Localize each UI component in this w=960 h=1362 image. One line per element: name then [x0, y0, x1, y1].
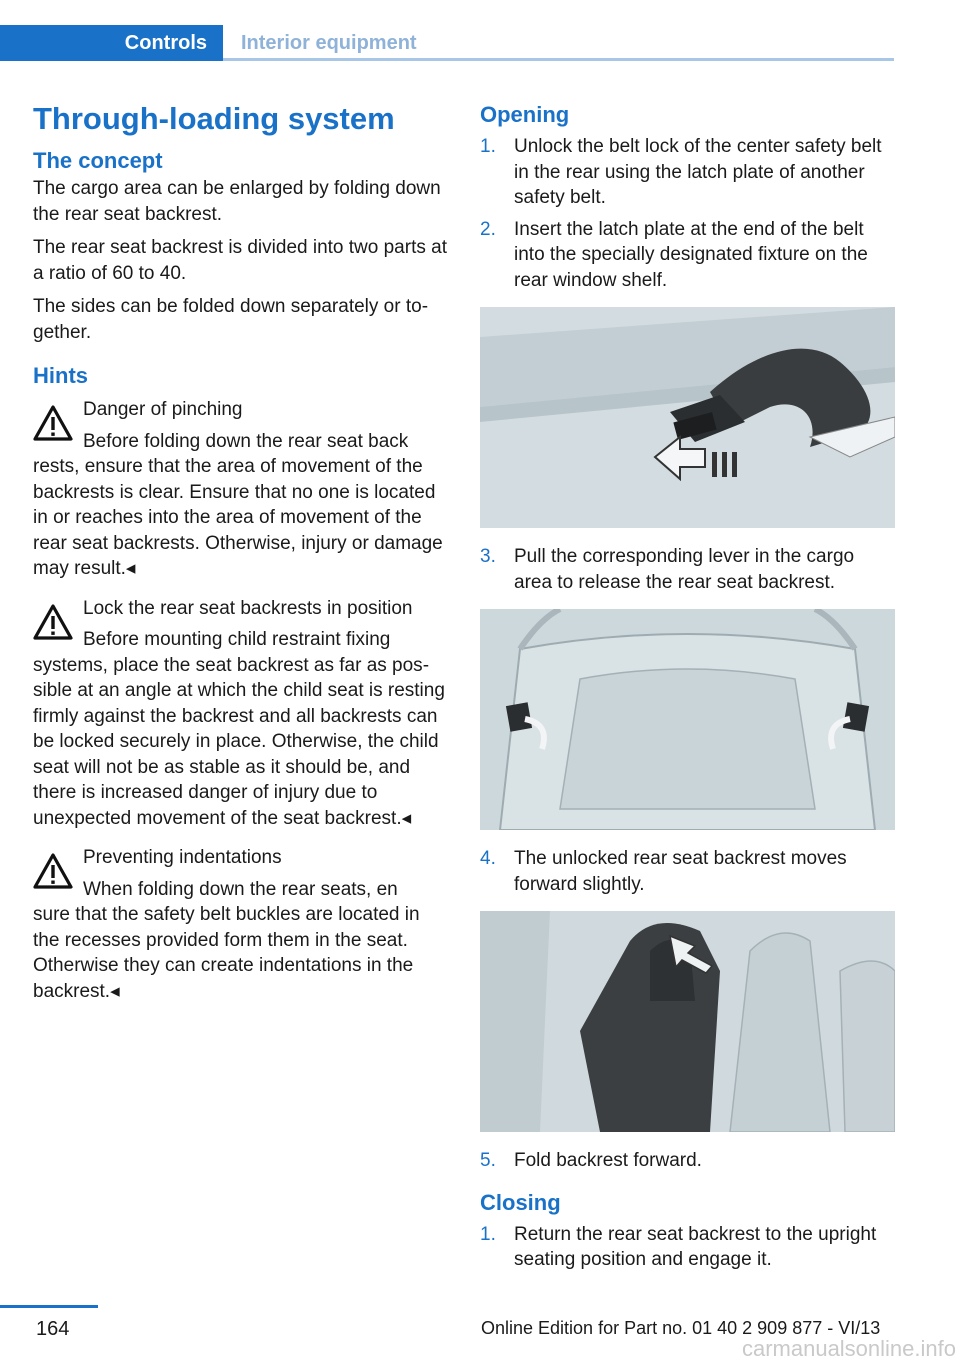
right-column — [480, 100, 896, 1279]
figure-cargo-levers — [480, 609, 895, 830]
list-item — [480, 134, 896, 211]
concept-heading: The concept — [33, 148, 163, 173]
warning-first-line: Before folding down the rear seat back — [83, 430, 409, 452]
warning-first-line: Before mounting child restraint fixing — [83, 629, 391, 650]
figure-backrest-forward — [480, 911, 895, 1132]
figure-belt-latch — [480, 307, 895, 528]
concept-paragraph-2: The rear seat backrest is divided into two parts at a ratio of 60 to 40. — [33, 237, 447, 284]
opening-steps-5 — [480, 1148, 896, 1174]
step-number: 5. — [480, 1150, 496, 1171]
warning-title: Danger of pinching — [83, 399, 243, 420]
warning-triangle-icon — [33, 405, 73, 443]
warning-triangle-icon — [33, 604, 73, 642]
step-text: Pull the corresponding lever in the cargo area to release the rear seat backrest. — [514, 546, 855, 593]
warning-title: Preventing indentations — [83, 847, 282, 868]
opening-steps-4 — [480, 846, 896, 897]
step-text: The unlocked rear seat backrest moves forward slightly. — [514, 848, 847, 895]
warning-body: systems, place the seat backrest as far as possible at an angle at which the child seat is resting firmly against the backrest and all backrests can be locked securely in place. Otherwise, the child seat will not be as stable as it should be, and there is increased danger of injury due to unexpected movement of the seat backrest.◂ — [33, 654, 445, 829]
page-title: Through-loading system — [33, 101, 395, 136]
warning-block-lock — [33, 596, 449, 832]
opening-steps-3 — [480, 544, 896, 595]
left-column — [33, 96, 449, 1004]
step-number: 2. — [480, 218, 496, 240]
warning-triangle-icon — [33, 853, 73, 891]
step-number: 1. — [480, 1223, 496, 1245]
tab-interior-equipment[interactable]: Interior equipment — [241, 31, 417, 54]
closing-steps — [480, 1222, 896, 1273]
step-number: 4. — [480, 848, 496, 869]
opening-steps — [480, 134, 896, 293]
hints-heading: Hints — [33, 363, 88, 388]
list-item — [480, 1148, 896, 1174]
warning-title: Lock the rear seat backrests in position — [83, 597, 413, 619]
warning-block-pinching — [33, 397, 449, 582]
footer-rule — [0, 1305, 98, 1308]
step-text: Insert the latch plate at the end of the belt into the specially designated fixture on the rear window shelf. — [514, 218, 868, 291]
step-number: 1. — [480, 136, 496, 157]
step-text: Unlock the belt lock of the center safety belt in the rear using the latch plate of another safety belt. — [514, 136, 882, 208]
warning-body: sure that the safety belt buckles are located in the recesses provided form them in the seat. Otherwise they can create indentations in the backrest.◂ — [33, 904, 420, 1002]
warning-first-line: When folding down the rear seats, en — [83, 878, 398, 900]
warning-block-indentations — [33, 845, 449, 1004]
warning-body: rests, ensure that the area of movement of the backrests is clear. Ensure that no one is located in or reaches into the area of movement of the rear seat backrests. Otherwise, injury or damage may result.◂ — [33, 456, 443, 579]
concept-paragraph-1: The cargo area can be enlarged by folding down the rear seat backrest. — [33, 178, 441, 225]
closing-heading: Closing — [480, 1189, 561, 1215]
header-rule — [223, 58, 894, 61]
edition-text: Online Edition for Part no. 01 40 2 909 877 - VI/13 — [481, 1318, 881, 1338]
list-item — [480, 217, 896, 294]
header-bar — [0, 25, 894, 61]
step-number: 3. — [480, 546, 496, 567]
list-item — [480, 1222, 896, 1273]
tab-controls[interactable]: Controls — [0, 25, 223, 61]
step-text: Fold backrest forward. — [514, 1150, 702, 1171]
concept-paragraph-3: The sides can be folded down separately or together. — [33, 296, 429, 343]
list-item — [480, 846, 896, 897]
list-item — [480, 544, 896, 595]
page-number: 164 — [36, 1318, 70, 1340]
watermark: carmanualsonline.info — [741, 1336, 956, 1361]
opening-heading: Opening — [480, 102, 570, 127]
step-text: Return the rear seat backrest to the upright seating position and engage it. — [514, 1223, 877, 1270]
